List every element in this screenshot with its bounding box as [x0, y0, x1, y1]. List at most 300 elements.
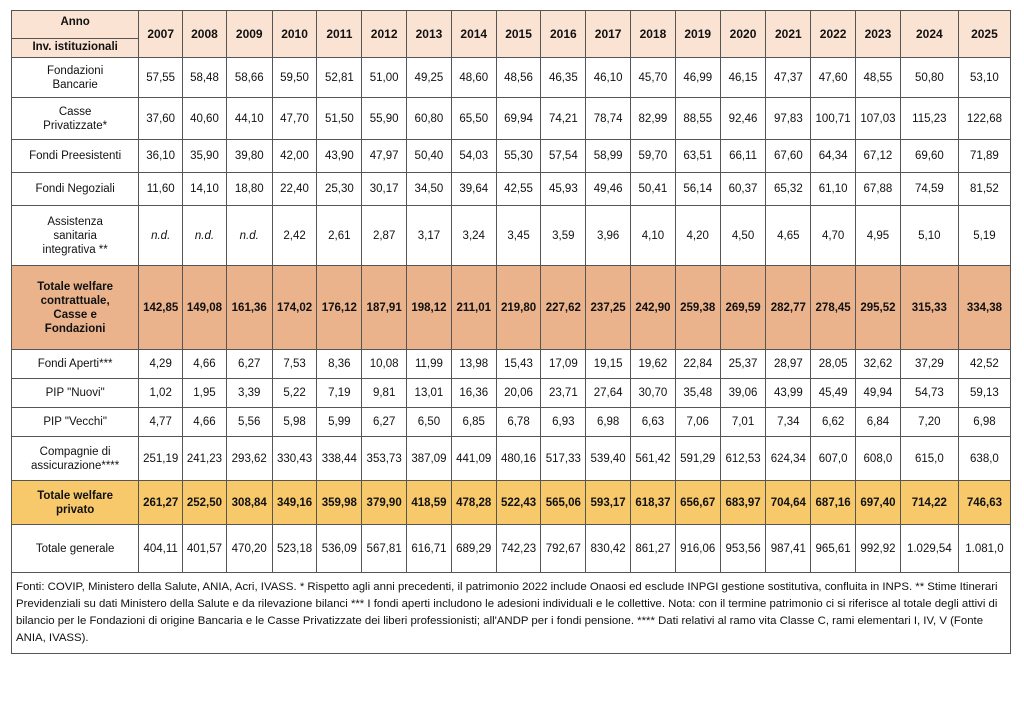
sources-notes: Fonti: COVIP, Ministero della Salute, ANIA, Acri, IVASS. * Rispetto agli anni precedenti, il patrimonio 2022 include Onaosi ed esclude INPGI gestione sostitutiva, confluita in INPS. ** Stime Itinerari Previdenziali su dati Ministero della Salute e da rilevazione bilanci *** I fondi aperti includono le adesioni individuali e le collettive. Nota: con il termine patrimonio ci si riferisce al totale degli attivi di bilancio per le Fondazioni di origine Bancaria e le Casse Privatizzate dei liberi professionisti; all'ANDP per i fondi pensione. **** Dati relativi al ramo vita Classe C, rami elementari I, IV, V (Fonte ANIA, IVASS).: [11, 573, 1011, 654]
value-cell: 916,06: [675, 525, 720, 573]
value-cell: 5,98: [272, 408, 317, 437]
year-header: 2018: [631, 11, 676, 58]
value-cell: 251,19: [139, 437, 183, 481]
value-cell: 8,36: [317, 350, 362, 379]
value-cell: 60,80: [407, 98, 452, 140]
value-cell: 13,98: [451, 350, 496, 379]
value-cell: 5,22: [272, 379, 317, 408]
value-cell: 4,29: [139, 350, 183, 379]
value-cell: 22,84: [675, 350, 720, 379]
year-header: 2010: [272, 11, 317, 58]
row-label-line: Totale welfare: [37, 280, 114, 293]
row-label-line: PIP "Vecchi": [43, 416, 107, 428]
value-cell: 27,64: [586, 379, 631, 408]
value-cell: 15,43: [496, 350, 541, 379]
value-cell: 25,37: [720, 350, 766, 379]
value-cell: 308,84: [226, 481, 272, 525]
value-cell: 539,40: [586, 437, 631, 481]
value-cell: 261,27: [139, 481, 183, 525]
value-cell: 54,03: [451, 140, 496, 173]
value-cell: 295,52: [856, 266, 901, 350]
value-cell: 742,23: [496, 525, 541, 573]
value-cell: 46,99: [675, 58, 720, 98]
value-cell: 565,06: [541, 481, 586, 525]
value-cell: 74,21: [541, 98, 586, 140]
value-cell: 379,90: [362, 481, 407, 525]
value-cell: 4,10: [631, 206, 676, 266]
value-cell: 792,67: [541, 525, 586, 573]
year-header: 2025: [958, 11, 1010, 58]
value-cell: 198,12: [407, 266, 452, 350]
value-cell: n.d.: [226, 206, 272, 266]
value-cell: 965,61: [811, 525, 856, 573]
year-header: 2022: [811, 11, 856, 58]
row-label-line: assicurazione****: [31, 459, 120, 472]
value-cell: 16,36: [451, 379, 496, 408]
value-cell: 174,02: [272, 266, 317, 350]
value-cell: 69,94: [496, 98, 541, 140]
value-cell: 353,73: [362, 437, 407, 481]
value-cell: 4,70: [811, 206, 856, 266]
year-header: 2021: [766, 11, 811, 58]
row-label-line: Totale welfare: [37, 489, 114, 502]
value-cell: 57,55: [139, 58, 183, 98]
value-cell: 28,97: [766, 350, 811, 379]
value-cell: 43,99: [766, 379, 811, 408]
value-cell: 39,06: [720, 379, 766, 408]
year-header: 2013: [407, 11, 452, 58]
value-cell: 523,18: [272, 525, 317, 573]
value-cell: 315,33: [900, 266, 958, 350]
value-cell: 13,01: [407, 379, 452, 408]
value-cell: 25,30: [317, 173, 362, 206]
year-header: 2023: [856, 11, 901, 58]
value-cell: 746,63: [958, 481, 1010, 525]
value-cell: 953,56: [720, 525, 766, 573]
value-cell: 3,24: [451, 206, 496, 266]
value-cell: 35,90: [183, 140, 227, 173]
value-cell: 176,12: [317, 266, 362, 350]
row-label-line: privato: [55, 503, 95, 516]
value-cell: 612,53: [720, 437, 766, 481]
value-cell: 987,41: [766, 525, 811, 573]
value-cell: 241,23: [183, 437, 227, 481]
value-cell: 43,90: [317, 140, 362, 173]
value-cell: 88,55: [675, 98, 720, 140]
value-cell: 58,48: [183, 58, 227, 98]
value-cell: 19,15: [586, 350, 631, 379]
value-cell: 100,71: [811, 98, 856, 140]
value-cell: 59,50: [272, 58, 317, 98]
value-cell: 50,40: [407, 140, 452, 173]
value-cell: 349,16: [272, 481, 317, 525]
value-cell: 608,0: [856, 437, 901, 481]
row-label-line: Totale generale: [35, 542, 115, 555]
value-cell: 64,34: [811, 140, 856, 173]
value-cell: 278,45: [811, 266, 856, 350]
value-cell: 45,70: [631, 58, 676, 98]
value-cell: 7,19: [317, 379, 362, 408]
row-label: [12, 173, 139, 206]
row-label: [12, 266, 139, 350]
value-cell: 47,70: [272, 98, 317, 140]
value-cell: 78,74: [586, 98, 631, 140]
row-fondazioni-bancarie: [12, 58, 1011, 98]
value-cell: 704,64: [766, 481, 811, 525]
row-label-line: Fondazioni: [47, 64, 104, 77]
value-cell: 1,95: [183, 379, 227, 408]
value-cell: 330,43: [272, 437, 317, 481]
value-cell: 4,50: [720, 206, 766, 266]
value-cell: 237,25: [586, 266, 631, 350]
value-cell: 52,81: [317, 58, 362, 98]
row-label-line: Fondi Negoziali: [35, 183, 115, 195]
year-header: 2017: [586, 11, 631, 58]
value-cell: n.d.: [139, 206, 183, 266]
value-cell: 47,97: [362, 140, 407, 173]
value-cell: 142,85: [139, 266, 183, 350]
value-cell: 36,10: [139, 140, 183, 173]
value-cell: 5,56: [226, 408, 272, 437]
value-cell: 3,17: [407, 206, 452, 266]
value-cell: 618,37: [631, 481, 676, 525]
year-header: 2015: [496, 11, 541, 58]
value-cell: 55,30: [496, 140, 541, 173]
value-cell: 61,10: [811, 173, 856, 206]
value-cell: 714,22: [900, 481, 958, 525]
value-cell: 35,48: [675, 379, 720, 408]
value-cell: 2,87: [362, 206, 407, 266]
value-cell: 39,64: [451, 173, 496, 206]
value-cell: 71,89: [958, 140, 1010, 173]
value-cell: 480,16: [496, 437, 541, 481]
value-cell: 6,27: [362, 408, 407, 437]
value-cell: 42,55: [496, 173, 541, 206]
year-header: 2019: [675, 11, 720, 58]
value-cell: 49,94: [856, 379, 901, 408]
row-label: [12, 481, 139, 525]
row-fondi-aperti: [12, 350, 1011, 379]
row-label-line: contrattuale,: [40, 294, 110, 307]
row-label-line: Fondi Aperti***: [37, 358, 113, 370]
row-compagnie-assicurazione: [12, 437, 1011, 481]
value-cell: 47,60: [811, 58, 856, 98]
value-cell: 6,63: [631, 408, 676, 437]
row-casse-privatizzate: [12, 98, 1011, 140]
value-cell: 517,33: [541, 437, 586, 481]
row-label: [12, 98, 139, 140]
value-cell: 97,83: [766, 98, 811, 140]
value-cell: 46,15: [720, 58, 766, 98]
value-cell: 227,62: [541, 266, 586, 350]
value-cell: 115,23: [900, 98, 958, 140]
value-cell: 615,0: [900, 437, 958, 481]
year-header: 2024: [900, 11, 958, 58]
value-cell: 7,01: [720, 408, 766, 437]
value-cell: 1.081,0: [958, 525, 1010, 573]
value-cell: 7,06: [675, 408, 720, 437]
year-header: 2016: [541, 11, 586, 58]
value-cell: 4,20: [675, 206, 720, 266]
value-cell: 58,99: [586, 140, 631, 173]
value-cell: 34,50: [407, 173, 452, 206]
value-cell: 51,50: [317, 98, 362, 140]
table-wrapper: [11, 10, 1011, 654]
value-cell: 67,60: [766, 140, 811, 173]
value-cell: 269,59: [720, 266, 766, 350]
value-cell: 48,60: [451, 58, 496, 98]
value-cell: 54,73: [900, 379, 958, 408]
value-cell: 211,01: [451, 266, 496, 350]
value-cell: 293,62: [226, 437, 272, 481]
row-label: [12, 437, 139, 481]
value-cell: 46,10: [586, 58, 631, 98]
value-cell: 536,09: [317, 525, 362, 573]
value-cell: 66,11: [720, 140, 766, 173]
value-cell: 334,38: [958, 266, 1010, 350]
value-cell: 30,17: [362, 173, 407, 206]
row-label-line: Privatizzate*: [43, 119, 108, 132]
value-cell: 50,80: [900, 58, 958, 98]
value-cell: 359,98: [317, 481, 362, 525]
row-label: [12, 206, 139, 266]
inv-istituzionali-label: Inv. istituzionali: [32, 41, 118, 53]
value-cell: 259,38: [675, 266, 720, 350]
value-cell: 567,81: [362, 525, 407, 573]
value-cell: 6,85: [451, 408, 496, 437]
value-cell: 5,19: [958, 206, 1010, 266]
value-cell: 830,42: [586, 525, 631, 573]
value-cell: 687,16: [811, 481, 856, 525]
value-cell: 32,62: [856, 350, 901, 379]
row-pip-nuovi: [12, 379, 1011, 408]
value-cell: 861,27: [631, 525, 676, 573]
value-cell: 9,81: [362, 379, 407, 408]
value-cell: 50,41: [631, 173, 676, 206]
year-header: 2011: [317, 11, 362, 58]
year-header: 2012: [362, 11, 407, 58]
value-cell: 638,0: [958, 437, 1010, 481]
value-cell: 47,37: [766, 58, 811, 98]
value-cell: 49,46: [586, 173, 631, 206]
year-header: 2009: [226, 11, 272, 58]
value-cell: 69,60: [900, 140, 958, 173]
value-cell: 59,70: [631, 140, 676, 173]
value-cell: 992,92: [856, 525, 901, 573]
row-label-line: Fondi Preesistenti: [29, 150, 122, 162]
value-cell: 67,88: [856, 173, 901, 206]
value-cell: 149,08: [183, 266, 227, 350]
row-label: [12, 379, 139, 408]
value-cell: 48,55: [856, 58, 901, 98]
year-header: 2008: [183, 11, 227, 58]
value-cell: 6,84: [856, 408, 901, 437]
row-fondi-negoziali: [12, 173, 1011, 206]
value-cell: 22,40: [272, 173, 317, 206]
value-cell: 48,56: [496, 58, 541, 98]
value-cell: 2,42: [272, 206, 317, 266]
year-header: 2014: [451, 11, 496, 58]
value-cell: 7,34: [766, 408, 811, 437]
welfare-assets-table: [11, 10, 1011, 573]
value-cell: 4,95: [856, 206, 901, 266]
value-cell: 7,20: [900, 408, 958, 437]
value-cell: 28,05: [811, 350, 856, 379]
row-label-line: Assistenza: [47, 215, 103, 228]
row-totale-welfare-contrattuale: [12, 266, 1011, 350]
value-cell: 46,35: [541, 58, 586, 98]
value-cell: 4,77: [139, 408, 183, 437]
value-cell: 683,97: [720, 481, 766, 525]
value-cell: 82,99: [631, 98, 676, 140]
row-label: [12, 58, 139, 98]
value-cell: 6,50: [407, 408, 452, 437]
value-cell: 53,10: [958, 58, 1010, 98]
value-cell: 404,11: [139, 525, 183, 573]
value-cell: 7,53: [272, 350, 317, 379]
value-cell: 6,62: [811, 408, 856, 437]
value-cell: n.d.: [183, 206, 227, 266]
value-cell: 593,17: [586, 481, 631, 525]
value-cell: 37,29: [900, 350, 958, 379]
value-cell: 39,80: [226, 140, 272, 173]
value-cell: 6,93: [541, 408, 586, 437]
value-cell: 6,98: [586, 408, 631, 437]
value-cell: 65,32: [766, 173, 811, 206]
row-label-line: Casse e: [53, 308, 97, 321]
value-cell: 58,66: [226, 58, 272, 98]
row-label-line: Compagnie di: [39, 445, 111, 458]
row-label: [12, 525, 139, 573]
value-cell: 19,62: [631, 350, 676, 379]
value-cell: 282,77: [766, 266, 811, 350]
row-label: [12, 350, 139, 379]
value-cell: 616,71: [407, 525, 452, 573]
value-cell: 45,93: [541, 173, 586, 206]
value-cell: 51,00: [362, 58, 407, 98]
value-cell: 56,14: [675, 173, 720, 206]
row-label-line: sanitaria: [53, 229, 97, 242]
value-cell: 161,36: [226, 266, 272, 350]
value-cell: 3,96: [586, 206, 631, 266]
value-cell: 4,65: [766, 206, 811, 266]
value-cell: 3,59: [541, 206, 586, 266]
value-cell: 20,06: [496, 379, 541, 408]
value-cell: 387,09: [407, 437, 452, 481]
value-cell: 697,40: [856, 481, 901, 525]
table-body: [12, 58, 1011, 573]
value-cell: 470,20: [226, 525, 272, 573]
value-cell: 591,29: [675, 437, 720, 481]
value-cell: 441,09: [451, 437, 496, 481]
value-cell: 656,67: [675, 481, 720, 525]
value-cell: 14,10: [183, 173, 227, 206]
value-cell: 30,70: [631, 379, 676, 408]
value-cell: 3,45: [496, 206, 541, 266]
value-cell: 49,25: [407, 58, 452, 98]
value-cell: 55,90: [362, 98, 407, 140]
value-cell: 624,34: [766, 437, 811, 481]
row-label-line: Casse: [58, 105, 92, 118]
year-header: 2020: [720, 11, 766, 58]
value-cell: 60,37: [720, 173, 766, 206]
value-cell: 6,27: [226, 350, 272, 379]
row-fondi-preesistenti: [12, 140, 1011, 173]
value-cell: 1.029,54: [900, 525, 958, 573]
value-cell: 6,78: [496, 408, 541, 437]
row-label-line: Fondazioni: [44, 322, 106, 335]
value-cell: 2,61: [317, 206, 362, 266]
row-totale-generale: [12, 525, 1011, 573]
value-cell: 219,80: [496, 266, 541, 350]
row-label-line: Bancarie: [52, 78, 98, 91]
value-cell: 74,59: [900, 173, 958, 206]
value-cell: 45,49: [811, 379, 856, 408]
value-cell: 17,09: [541, 350, 586, 379]
row-assistenza-sanitaria: [12, 206, 1011, 266]
value-cell: 252,50: [183, 481, 227, 525]
value-cell: 11,99: [407, 350, 452, 379]
value-cell: 242,90: [631, 266, 676, 350]
value-cell: 401,57: [183, 525, 227, 573]
value-cell: 418,59: [407, 481, 452, 525]
row-label-line: integrativa **: [42, 243, 108, 256]
value-cell: 4,66: [183, 350, 227, 379]
row-label: [12, 408, 139, 437]
value-cell: 3,39: [226, 379, 272, 408]
value-cell: 187,91: [362, 266, 407, 350]
value-cell: 5,10: [900, 206, 958, 266]
value-cell: 11,60: [139, 173, 183, 206]
value-cell: 59,13: [958, 379, 1010, 408]
value-cell: 107,03: [856, 98, 901, 140]
value-cell: 122,68: [958, 98, 1010, 140]
value-cell: 42,00: [272, 140, 317, 173]
value-cell: 561,42: [631, 437, 676, 481]
value-cell: 10,08: [362, 350, 407, 379]
row-pip-vecchi: [12, 408, 1011, 437]
value-cell: 23,71: [541, 379, 586, 408]
value-cell: 44,10: [226, 98, 272, 140]
header-row: [12, 11, 1011, 58]
value-cell: 4,66: [183, 408, 227, 437]
value-cell: 18,80: [226, 173, 272, 206]
value-cell: 607,0: [811, 437, 856, 481]
row-totale-welfare-privato: [12, 481, 1011, 525]
value-cell: 67,12: [856, 140, 901, 173]
value-cell: 63,51: [675, 140, 720, 173]
value-cell: 1,02: [139, 379, 183, 408]
value-cell: 81,52: [958, 173, 1010, 206]
value-cell: 689,29: [451, 525, 496, 573]
value-cell: 42,52: [958, 350, 1010, 379]
value-cell: 338,44: [317, 437, 362, 481]
value-cell: 37,60: [139, 98, 183, 140]
value-cell: 65,50: [451, 98, 496, 140]
year-header: 2007: [139, 11, 183, 58]
row-label-line: PIP "Nuovi": [45, 387, 105, 399]
value-cell: 522,43: [496, 481, 541, 525]
anno-label: Anno: [12, 11, 138, 39]
value-cell: 5,99: [317, 408, 362, 437]
corner-header: [12, 11, 139, 58]
value-cell: 6,98: [958, 408, 1010, 437]
value-cell: 40,60: [183, 98, 227, 140]
row-label: [12, 140, 139, 173]
value-cell: 57,54: [541, 140, 586, 173]
value-cell: 478,28: [451, 481, 496, 525]
value-cell: 92,46: [720, 98, 766, 140]
